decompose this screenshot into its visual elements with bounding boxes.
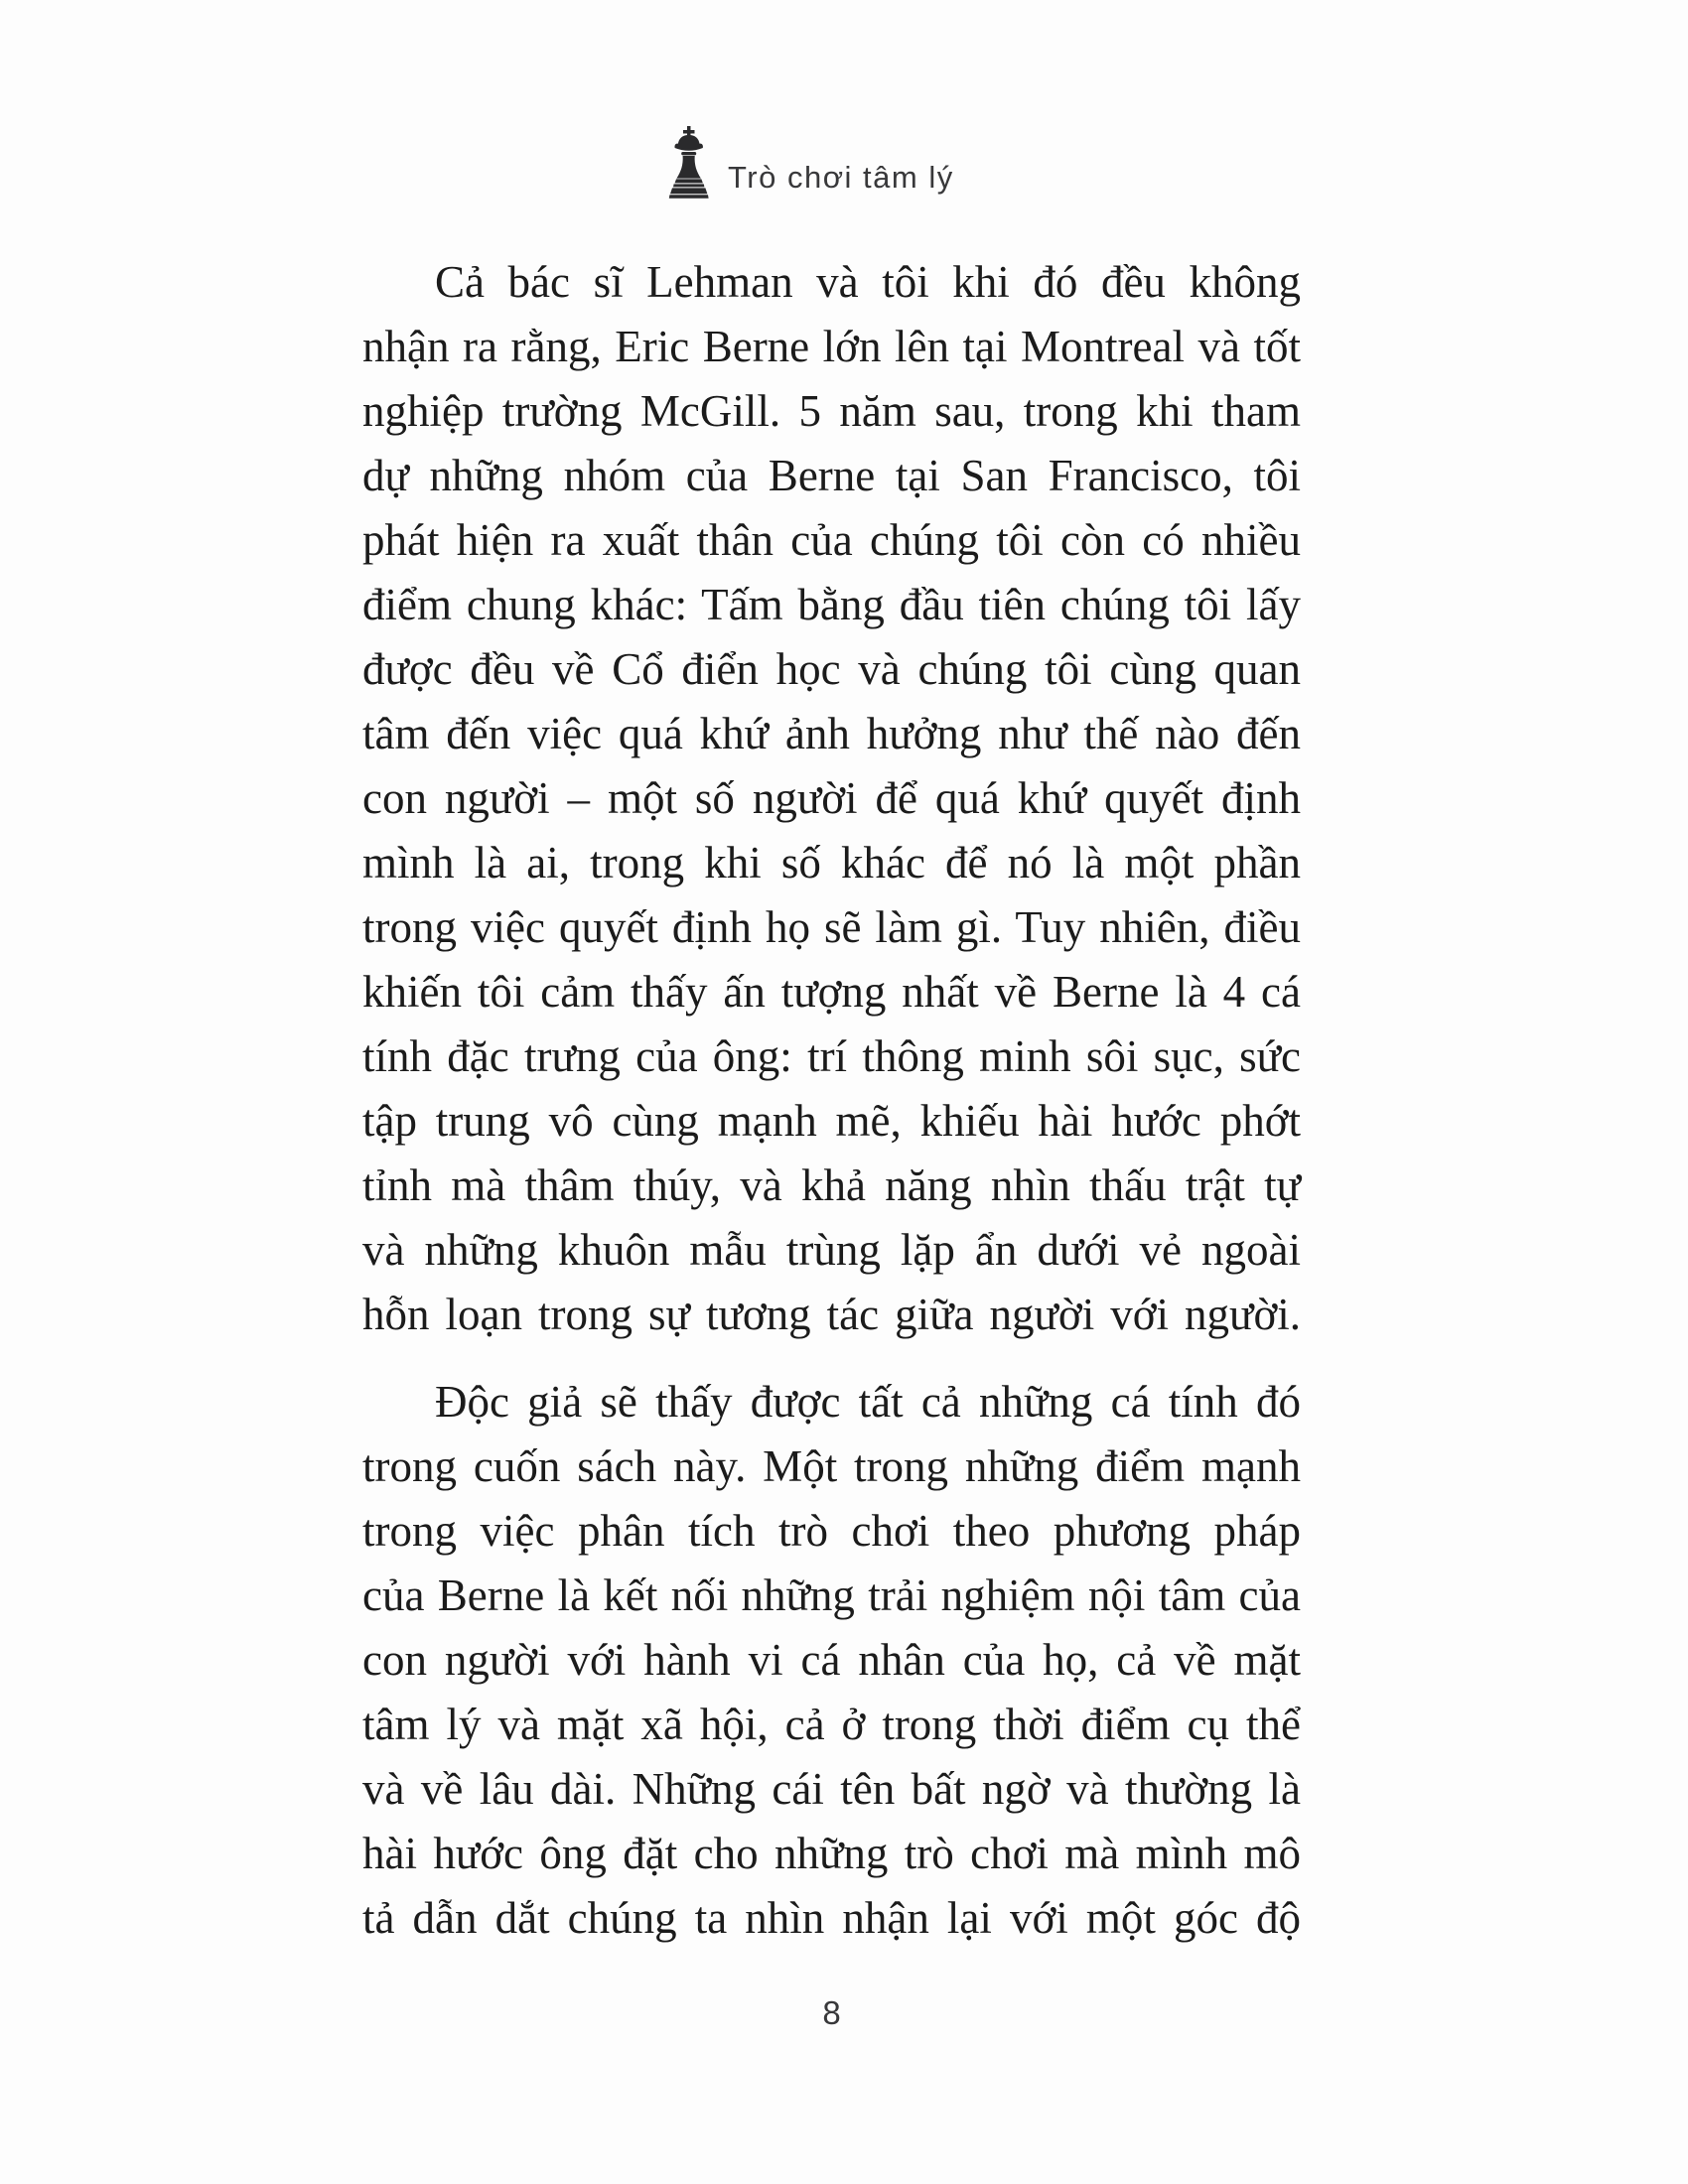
text-line: Cả bác sĩ Lehman và tôi khi đó đều không	[435, 257, 1301, 307]
text-line: tỉnh mà thâm thúy, và khả năng nhìn thấu trật tự	[362, 1160, 1301, 1210]
text-line: trong việc quyết định họ sẽ làm gì. Tuy nhiên, điều	[362, 902, 1301, 952]
text-line: được đều về Cổ điển học và chúng tôi cùng quan	[362, 644, 1301, 694]
text-line: tâm lý và mặt xã hội, cả ở trong thời điểm cụ thể	[362, 1700, 1301, 1749]
text-line: tâm đến việc quá khứ ảnh hưởng như thế nào đến	[362, 709, 1301, 758]
text-line: tả dẫn dắt chúng ta nhìn nhận lại với một góc độ	[362, 1893, 1301, 1943]
text-line: mình là ai, trong khi số khác để nó là một phần	[362, 838, 1301, 887]
text-line: tính đặc trưng của ông: trí thông minh sôi sục, sức	[362, 1031, 1301, 1081]
page-number: 8	[822, 1994, 841, 2031]
text-line: trong việc phân tích trò chơi theo phương pháp	[362, 1506, 1301, 1556]
text-line: hỗn loạn trong sự tương tác giữa người với người.	[362, 1290, 1301, 1339]
paragraph	[362, 1370, 1301, 1951]
text-line: và về lâu dài. Những cái tên bất ngờ và thường là	[362, 1764, 1301, 1814]
text-line: dự những nhóm của Berne tại San Francisco, tôi	[362, 451, 1301, 500]
text-line: Độc giả sẽ thấy được tất cả những cá tính đó	[435, 1377, 1301, 1427]
paragraph	[362, 250, 1301, 1347]
page-footer	[362, 1993, 1301, 2033]
text-line: và những khuôn mẫu trùng lặp ẩn dưới vẻ ngoài	[362, 1225, 1301, 1275]
text-line: điểm chung khác: Tấm bằng đầu tiên chúng tôi lấy	[362, 580, 1301, 629]
text-line: của Berne là kết nối những trải nghiệm nội tâm của	[362, 1570, 1301, 1620]
text-line: con người với hành vi cá nhân của họ, cả về mặt	[362, 1635, 1301, 1685]
text-line: trong cuốn sách này. Một trong những điểm mạnh	[362, 1441, 1301, 1491]
chess-king-icon	[666, 125, 711, 199]
text-line: nhận ra rằng, Eric Berne lớn lên tại Montreal và tốt	[362, 322, 1301, 371]
text-line: tập trung vô cùng mạnh mẽ, khiếu hài hước phớt	[362, 1096, 1301, 1146]
text-line: con người – một số người để quá khứ quyết định	[362, 773, 1301, 823]
text-line: phát hiện ra xuất thân của chúng tôi còn có nhiều	[362, 515, 1301, 565]
text-line: hài hước ông đặt cho những trò chơi mà mình mô	[362, 1829, 1301, 1878]
body-text-block	[362, 250, 1301, 1951]
text-line: khiến tôi cảm thấy ấn tượng nhất về Berne là 4 cá	[362, 967, 1301, 1017]
text-line: nghiệp trường McGill. 5 năm sau, trong khi tham	[362, 386, 1301, 436]
running-header-title: Trò chơi tâm lý	[728, 160, 954, 195]
running-header	[666, 125, 954, 199]
